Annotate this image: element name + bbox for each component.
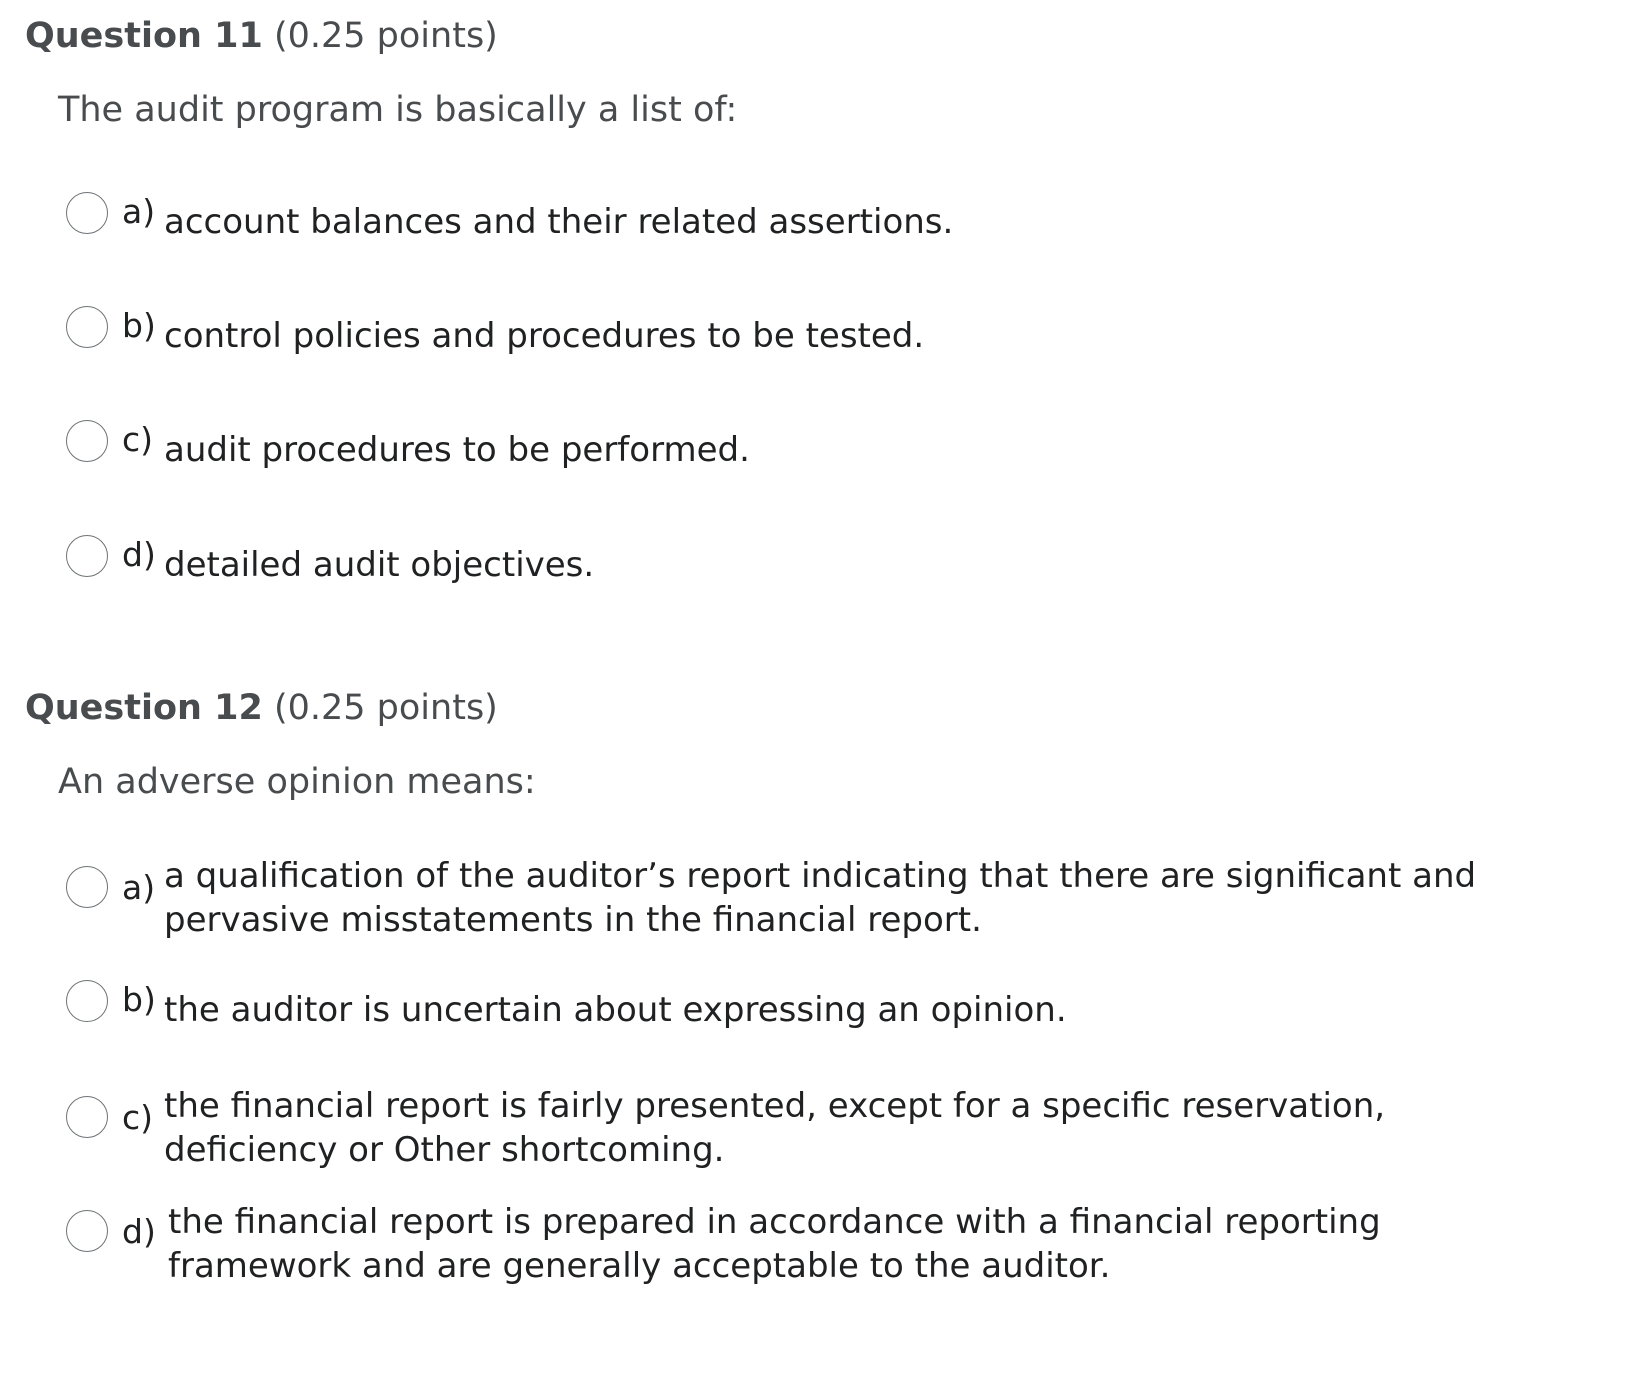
option-text: control policies and procedures to be tested. — [164, 316, 925, 356]
radio-button-c[interactable] — [66, 1096, 108, 1138]
option-text: a qualification of the auditor’s report indicating that there are significant and pervasive misstatements in the financial report. — [164, 856, 1477, 940]
radio-button-d[interactable] — [66, 535, 108, 577]
question-title: Question 12 — [25, 688, 263, 728]
option-letter: d) — [122, 535, 156, 574]
question-points: (0.25 points) — [273, 688, 498, 728]
option-text: account balances and their related assertions. — [164, 202, 954, 242]
option-letter: b) — [122, 980, 156, 1019]
radio-button-c[interactable] — [66, 420, 108, 462]
option-letter: d) — [122, 1212, 156, 1251]
question-header — [25, 688, 498, 728]
radio-button-d[interactable] — [66, 1210, 108, 1252]
option-a[interactable] — [66, 190, 1586, 286]
question-points: (0.25 points) — [273, 16, 498, 56]
option-b[interactable] — [66, 978, 1586, 1074]
question-header — [25, 16, 498, 56]
option-text: the auditor is uncertain about expressing an opinion. — [164, 990, 1067, 1030]
option-c[interactable] — [66, 418, 1586, 514]
radio-button-a[interactable] — [66, 192, 108, 234]
option-b[interactable] — [66, 304, 1586, 400]
question-prompt: An adverse opinion means: — [58, 762, 536, 802]
option-text: the financial report is fairly presented, except for a specific reservation, deficiency or Other shortcoming. — [164, 1086, 1386, 1170]
radio-button-a[interactable] — [66, 866, 108, 908]
question-prompt: The audit program is basically a list of: — [58, 90, 738, 130]
option-text: the financial report is prepared in accordance with a financial reporting framework and are generally acceptable to the auditor. — [168, 1202, 1381, 1286]
option-letter: c) — [122, 1098, 154, 1137]
option-a[interactable] — [66, 856, 1586, 958]
option-text: audit procedures to be performed. — [164, 430, 750, 470]
option-letter: b) — [122, 306, 156, 345]
question-title: Question 11 — [25, 16, 263, 56]
option-letter: a) — [122, 192, 156, 231]
option-c[interactable] — [66, 1086, 1586, 1190]
radio-button-b[interactable] — [66, 306, 108, 348]
option-d[interactable] — [66, 533, 1586, 629]
option-d[interactable] — [66, 1202, 1586, 1304]
option-text: detailed audit objectives. — [164, 545, 595, 585]
option-letter: c) — [122, 420, 154, 459]
option-letter: a) — [122, 868, 156, 907]
radio-button-b[interactable] — [66, 980, 108, 1022]
